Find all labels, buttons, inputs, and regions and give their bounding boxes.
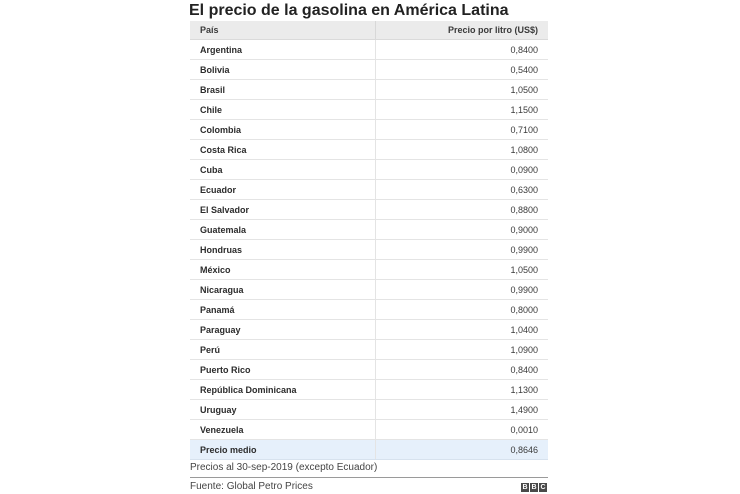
table-row <box>190 220 548 240</box>
price-cell: 0,0900 <box>376 160 549 180</box>
country-cell: Uruguay <box>190 400 376 420</box>
price-cell: 0,0010 <box>376 420 549 440</box>
bbc-logo-block: B <box>531 484 537 491</box>
country-cell: Brasil <box>190 80 376 100</box>
country-cell: Chile <box>190 100 376 120</box>
country-cell: Bolivia <box>190 60 376 80</box>
table-row <box>190 280 548 300</box>
country-cell: Argentina <box>190 40 376 60</box>
price-cell: 0,8800 <box>376 200 549 220</box>
date-note: Precios al 30-sep-2019 (excepto Ecuador) <box>190 462 378 473</box>
column-header-country: País <box>190 21 376 40</box>
bbc-logo-block: B <box>522 484 528 491</box>
price-cell: 0,8400 <box>376 360 549 380</box>
price-cell: 0,9000 <box>376 220 549 240</box>
country-cell: Guatemala <box>190 220 376 240</box>
price-cell: 0,8400 <box>376 40 549 60</box>
table-row <box>190 260 548 280</box>
table-row <box>190 340 548 360</box>
country-cell: México <box>190 260 376 280</box>
price-cell: 0,7100 <box>376 120 549 140</box>
country-cell: Perú <box>190 340 376 360</box>
bbc-logo-block: C <box>540 484 546 491</box>
table-row <box>190 100 548 120</box>
country-cell: Venezuela <box>190 420 376 440</box>
table-body <box>190 40 548 460</box>
table-row <box>190 320 548 340</box>
country-cell: Nicaragua <box>190 280 376 300</box>
table-row <box>190 400 548 420</box>
price-cell: 0,8000 <box>376 300 549 320</box>
price-table <box>190 21 548 460</box>
price-cell: 1,0500 <box>376 80 549 100</box>
chart-figure <box>190 0 548 494</box>
table-row <box>190 300 548 320</box>
price-cell: 0,5400 <box>376 60 549 80</box>
price-cell: 0,6300 <box>376 180 549 200</box>
country-cell: Hondruas <box>190 240 376 260</box>
table-row <box>190 200 548 220</box>
price-cell: 0,9900 <box>376 280 549 300</box>
price-cell: 1,0800 <box>376 140 549 160</box>
table-row <box>190 240 548 260</box>
country-cell: República Dominicana <box>190 380 376 400</box>
table-row <box>190 120 548 140</box>
average-row <box>190 440 548 460</box>
table-row <box>190 360 548 380</box>
country-cell: Panamá <box>190 300 376 320</box>
source-text: Fuente: Global Petro Prices <box>190 481 313 492</box>
column-header-price: Precio por litro (US$) <box>376 21 549 40</box>
table-row <box>190 380 548 400</box>
country-cell: Paraguay <box>190 320 376 340</box>
country-cell: Ecuador <box>190 180 376 200</box>
country-cell: El Salvador <box>190 200 376 220</box>
price-cell: 1,4900 <box>376 400 549 420</box>
country-cell: Costa Rica <box>190 140 376 160</box>
table-row <box>190 40 548 60</box>
price-cell: 0,9900 <box>376 240 549 260</box>
table-row <box>190 140 548 160</box>
table-row <box>190 420 548 440</box>
table-row <box>190 180 548 200</box>
chart-title: El precio de la gasolina en América Latina <box>189 2 509 19</box>
price-cell: 1,0900 <box>376 340 549 360</box>
price-cell: 1,0400 <box>376 320 549 340</box>
country-cell: Cuba <box>190 160 376 180</box>
chart-footer <box>190 480 548 494</box>
footer-divider <box>190 477 548 478</box>
country-cell: Puerto Rico <box>190 360 376 380</box>
bbc-logo <box>521 483 547 492</box>
country-cell: Colombia <box>190 120 376 140</box>
table-row <box>190 160 548 180</box>
table-row <box>190 80 548 100</box>
average-price: 0,8646 <box>376 440 549 460</box>
average-label: Precio medio <box>190 440 376 460</box>
price-cell: 1,1500 <box>376 100 549 120</box>
table-header-row <box>190 21 548 40</box>
table-row <box>190 60 548 80</box>
price-cell: 1,0500 <box>376 260 549 280</box>
price-cell: 1,1300 <box>376 380 549 400</box>
